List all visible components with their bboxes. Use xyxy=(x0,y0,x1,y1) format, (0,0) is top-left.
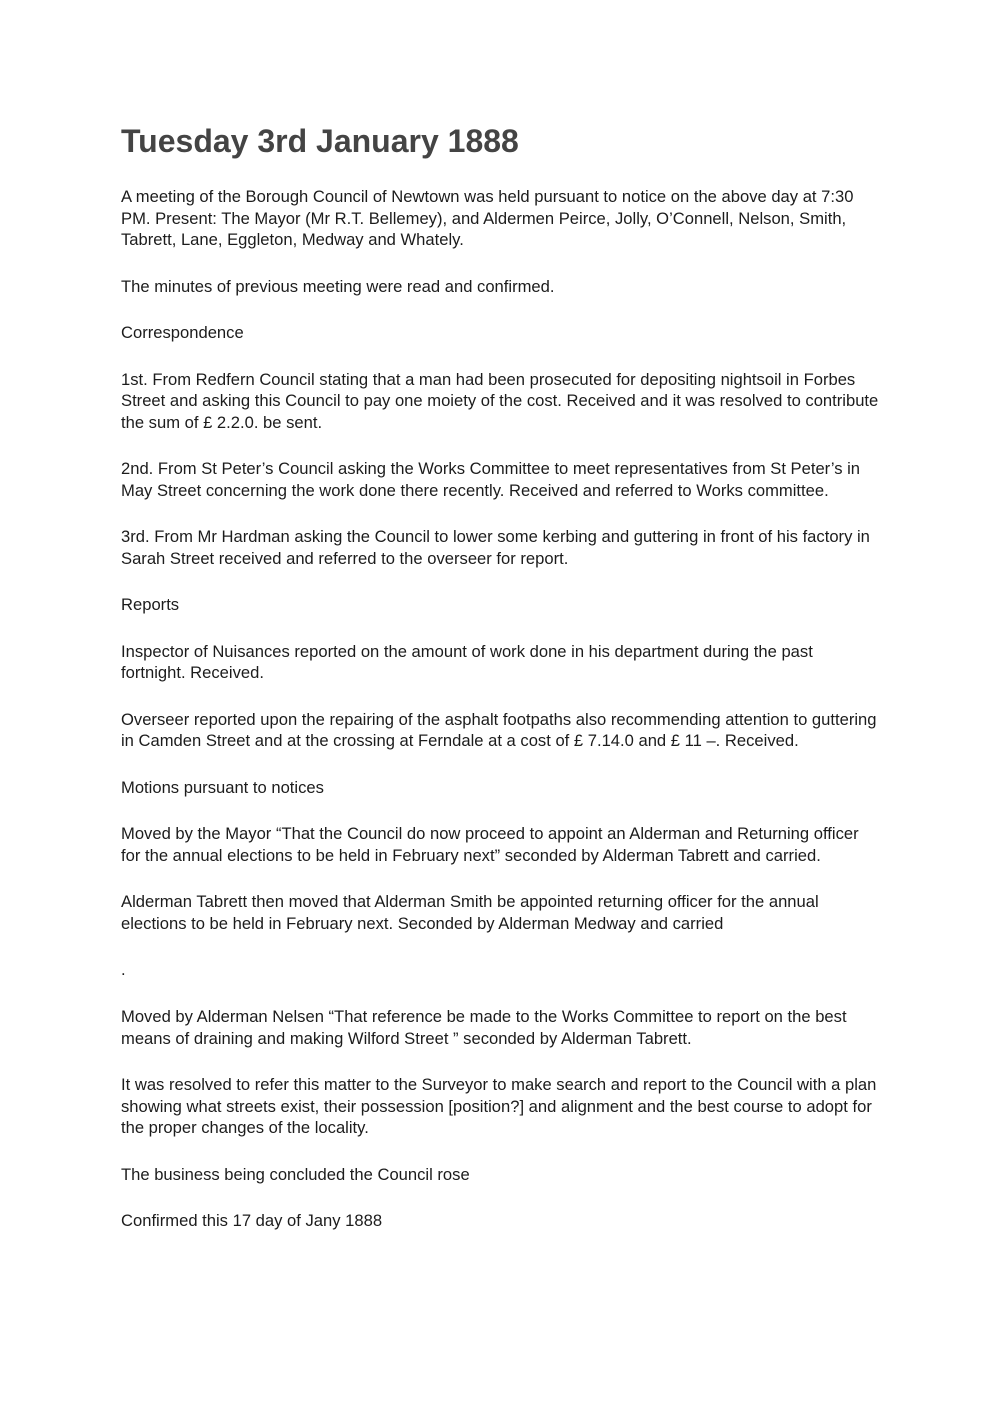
motion-nelsen-paragraph: Moved by Alderman Nelsen “That reference be made to the Works Committee to report on the best means of draining and making Wilford Street ” seconded by Alderman Tabrett. xyxy=(121,1007,847,1048)
motion-mayor-paragraph: Moved by the Mayor “That the Council do now proceed to appoint an Alderman and Returning officer for the annual elections to be held in February next” seconded by Alderman Tabrett and carried. xyxy=(121,824,859,865)
report-inspector-paragraph: Inspector of Nuisances reported on the amount of work done in his department during the past fortnight. Received. xyxy=(121,641,813,682)
resolution-paragraph: It was resolved to refer this matter to the Surveyor to make search and report to the Council with a plan showing what streets exist, their possession [position?] and alignment and the best course to adopt for the proper changes of the locality. xyxy=(121,1075,877,1137)
report-overseer-paragraph: Overseer reported upon the repairing of the asphalt footpaths also recommending attention to guttering in Camden Street and at the crossing at Ferndale at a cost of £ 7.14.0 and £ 11 –. Received. xyxy=(121,709,877,750)
minutes-confirmed-paragraph: The minutes of previous meeting were read and confirmed. xyxy=(121,276,555,296)
confirmation-line: Confirmed this 17 day of Jany 1888 xyxy=(121,1211,383,1230)
correspondence-heading: Correspondence xyxy=(121,323,244,342)
page-title: Tuesday 3rd January 1888 xyxy=(121,123,519,159)
motion-tabrett-paragraph: Alderman Tabrett then moved that Alderman Smith be appointed returning officer for the annual elections to be held in February next. Seconded by Alderman Medway and carried xyxy=(121,892,819,933)
correspondence-item-3: 3rd. From Mr Hardman asking the Council to lower some kerbing and guttering in front of his factory in Sarah Street received and referred to the overseer for report. xyxy=(121,527,870,568)
stray-period: . xyxy=(121,960,126,979)
correspondence-item-2: 2nd. From St Peter’s Council asking the Works Committee to meet representatives from St Peter’s in May Street concerning the work done there recently. Received and referred to Works committee. xyxy=(121,459,861,500)
closing-paragraph: The business being concluded the Council rose xyxy=(121,1164,470,1184)
document-page xyxy=(121,118,881,1257)
reports-heading: Reports xyxy=(121,595,180,614)
meeting-intro-paragraph: A meeting of the Borough Council of Newtown was held pursuant to notice on the above day at 7:30 PM. Present: The Mayor (Mr R.T. Bellemey), and Aldermen Peirce, Jolly, O’Connell, Nelson, Smith, Tabrett, Lane, Eggleton, Medway and Whately. xyxy=(121,187,854,249)
motions-heading: Motions pursuant to notices xyxy=(121,777,324,797)
correspondence-item-1: 1st. From Redfern Council stating that a man had been prosecuted for depositing nightsoil in Forbes Street and asking this Council to pay one moiety of the cost. Received and it was resolved to contribute the sum of £ 2.2.0. be sent. xyxy=(121,369,879,432)
